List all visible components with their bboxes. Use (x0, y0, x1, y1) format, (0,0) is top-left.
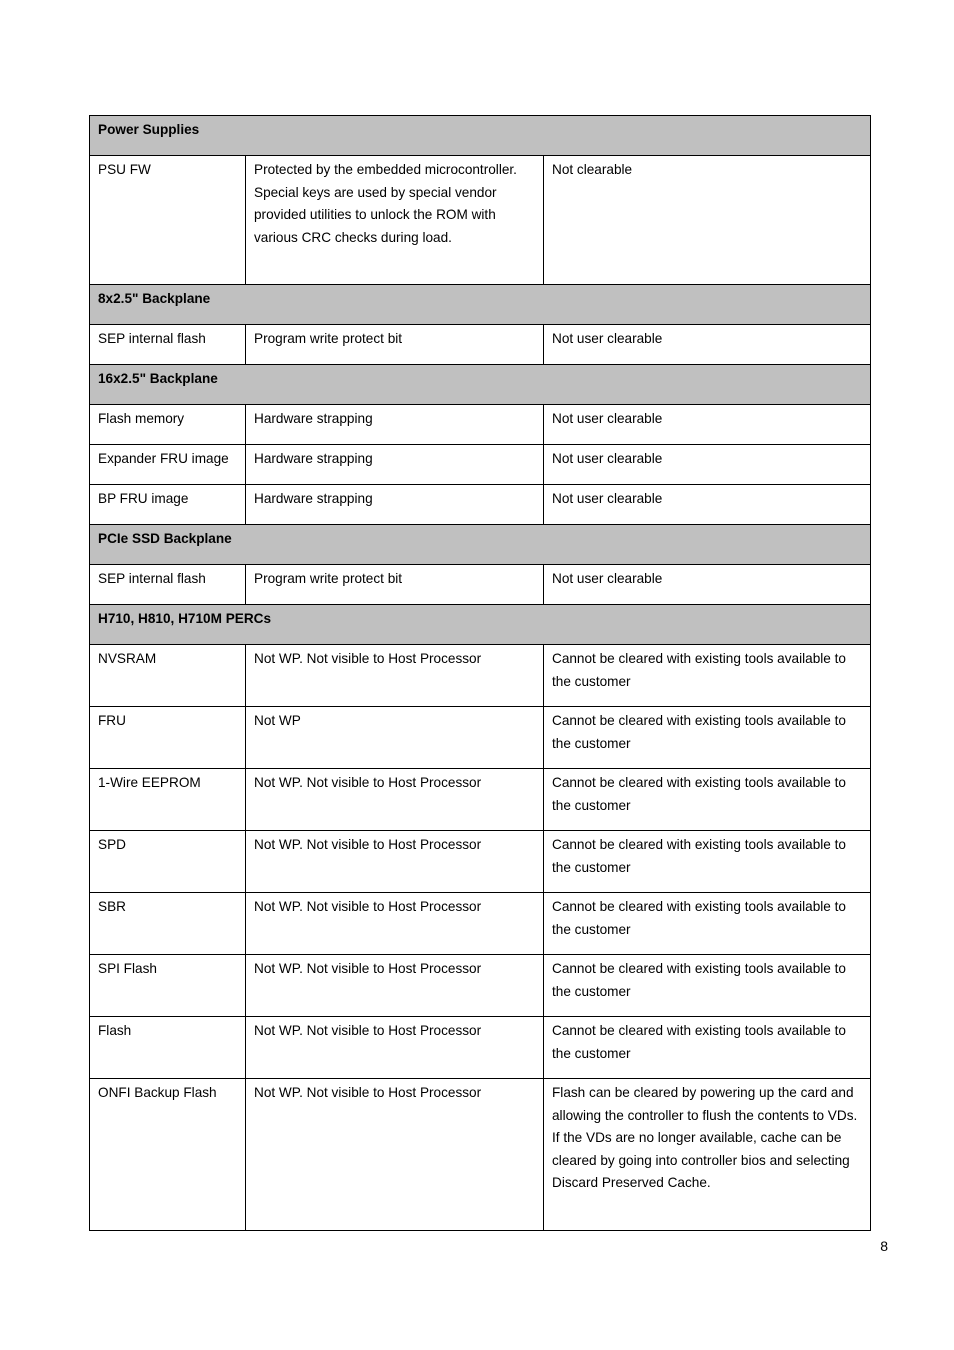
clearing-cell: Cannot be cleared with existing tools available to the customer (544, 893, 871, 955)
clearing-cell: Cannot be cleared with existing tools available to the customer (544, 955, 871, 1017)
page-number: 8 (880, 1238, 888, 1254)
component-cell: Expander FRU image (90, 445, 246, 485)
section-header-pcie-ssd-backplane (90, 525, 871, 565)
component-cell: SBR (90, 893, 246, 955)
security-table (89, 115, 871, 1231)
component-cell: SPD (90, 831, 246, 893)
protection-cell: Program write protect bit (246, 325, 544, 365)
table-row (90, 325, 871, 365)
component-cell: 1-Wire EEPROM (90, 769, 246, 831)
protection-cell: Not WP. Not visible to Host Processor (246, 893, 544, 955)
protection-cell: Protected by the embedded microcontroller. Special keys are used by special vendor provided utilities to unlock the ROM with various CRC checks during load. (246, 156, 544, 285)
table-row (90, 955, 871, 1017)
component-cell: Flash memory (90, 405, 246, 445)
protection-cell: Not WP. Not visible to Host Processor (246, 1017, 544, 1079)
component-cell: SEP internal flash (90, 325, 246, 365)
protection-cell: Not WP. Not visible to Host Processor (246, 645, 544, 707)
section-label: PCIe SSD Backplane (90, 525, 871, 565)
protection-cell: Hardware strapping (246, 445, 544, 485)
table-row (90, 1079, 871, 1231)
protection-cell: Not WP. Not visible to Host Processor (246, 955, 544, 1017)
table-row (90, 707, 871, 769)
component-cell: ONFI Backup Flash (90, 1079, 246, 1231)
clearing-cell: Not user clearable (544, 445, 871, 485)
clearing-cell: Cannot be cleared with existing tools available to the customer (544, 769, 871, 831)
table-row (90, 156, 871, 285)
section-label: Power Supplies (90, 116, 871, 156)
table-row (90, 831, 871, 893)
table-row (90, 1017, 871, 1079)
table-row (90, 645, 871, 707)
section-label: 8x2.5" Backplane (90, 285, 871, 325)
clearing-cell: Not user clearable (544, 565, 871, 605)
clearing-cell: Not user clearable (544, 325, 871, 365)
section-header-16x25-backplane (90, 365, 871, 405)
protection-cell: Not WP. Not visible to Host Processor (246, 1079, 544, 1231)
protection-cell: Hardware strapping (246, 485, 544, 525)
table-row (90, 565, 871, 605)
section-header-8x25-backplane (90, 285, 871, 325)
component-cell: SPI Flash (90, 955, 246, 1017)
section-header-power-supplies (90, 116, 871, 156)
clearing-cell: Cannot be cleared with existing tools available to the customer (544, 707, 871, 769)
clearing-cell: Cannot be cleared with existing tools available to the customer (544, 1017, 871, 1079)
component-cell: NVSRAM (90, 645, 246, 707)
clearing-cell: Cannot be cleared with existing tools available to the customer (544, 645, 871, 707)
table-row (90, 769, 871, 831)
clearing-cell: Not clearable (544, 156, 871, 285)
component-cell: BP FRU image (90, 485, 246, 525)
section-header-percs (90, 605, 871, 645)
table-row (90, 893, 871, 955)
table-row (90, 485, 871, 525)
protection-cell: Not WP. Not visible to Host Processor (246, 831, 544, 893)
table-row (90, 445, 871, 485)
component-cell: PSU FW (90, 156, 246, 285)
clearing-cell: Cannot be cleared with existing tools available to the customer (544, 831, 871, 893)
component-cell: FRU (90, 707, 246, 769)
protection-cell: Hardware strapping (246, 405, 544, 445)
table-row (90, 405, 871, 445)
section-label: H710, H810, H710M PERCs (90, 605, 871, 645)
clearing-cell: Not user clearable (544, 485, 871, 525)
clearing-cell: Not user clearable (544, 405, 871, 445)
component-cell: SEP internal flash (90, 565, 246, 605)
component-cell: Flash (90, 1017, 246, 1079)
protection-cell: Program write protect bit (246, 565, 544, 605)
protection-cell: Not WP. Not visible to Host Processor (246, 769, 544, 831)
section-label: 16x2.5" Backplane (90, 365, 871, 405)
protection-cell: Not WP (246, 707, 544, 769)
clearing-cell: Flash can be cleared by powering up the card and allowing the controller to flush the contents to VDs. If the VDs are no longer available, cache can be cleared by going into controller bios and selecting Discard Preserved Cache. (544, 1079, 871, 1231)
